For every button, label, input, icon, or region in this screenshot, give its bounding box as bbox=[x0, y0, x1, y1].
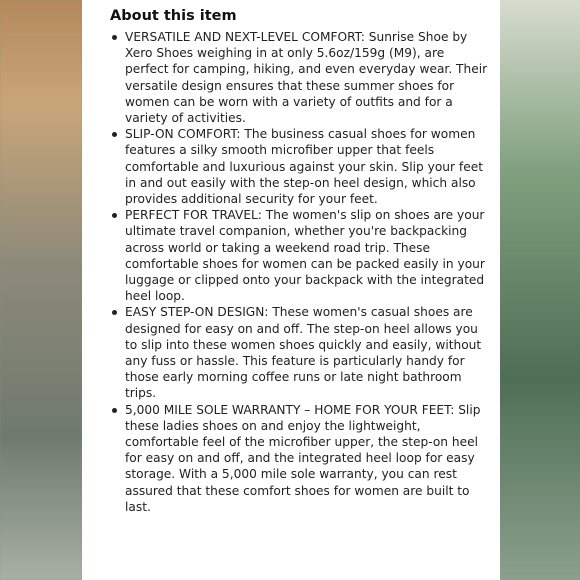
bullet-dot-icon bbox=[112, 408, 117, 413]
background-photo-right bbox=[500, 0, 580, 580]
list-item bbox=[125, 126, 488, 207]
bullet-dot-icon bbox=[112, 35, 117, 40]
bullet-text: VERSATILE AND NEXT-LEVEL COMFORT: Sunrise Shoe by Xero Shoes weighing in at only 5.6oz/159g (M9), are perfect for camping, hiking, and even everyday wear. Their versatile design ensures that these summer shoes for women can be worn with a variety of outfits and for a variety of activities. bbox=[125, 30, 488, 126]
bullet-text: 5,000 MILE SOLE WARRANTY – HOME FOR YOUR FEET: Slip these ladies shoes on and enjoy the lightweight, comfortable feel of the microfiber upper, the step-on heel for easy on and off, and the integrated heel loop for easy storage. With a 5,000 mile sole warranty, you can rest assured that these comfort shoes for women are built to last. bbox=[125, 402, 481, 514]
list-item bbox=[125, 402, 488, 515]
list-item bbox=[125, 29, 488, 126]
about-this-item-panel bbox=[82, 0, 500, 580]
feature-bullet-list bbox=[110, 29, 488, 515]
background-photo-left bbox=[0, 0, 82, 580]
bullet-dot-icon bbox=[112, 310, 117, 315]
bullet-text: EASY STEP-ON DESIGN: These women's casual shoes are designed for easy on and off. The step-on heel allows you to slip into these women shoes quickly and easily, without any fuss or hassle. This feature is particularly handy for those early morning coffee runs or late night bathroom trips. bbox=[125, 305, 482, 401]
bullet-dot-icon bbox=[112, 213, 117, 218]
bullet-dot-icon bbox=[112, 132, 117, 137]
list-item bbox=[125, 304, 488, 401]
bullet-text: PERFECT FOR TRAVEL: The women's slip on shoes are your ultimate travel companion, whether you're backpacking across world or taking a weekend road trip. These comfortable shoes for women can be packed easily in your luggage or clipped onto your backpack with the integrated heel loop. bbox=[125, 208, 485, 304]
bullet-text: SLIP-ON COMFORT: The business casual shoes for women features a silky smooth microfiber upper that feels comfortable and luxurious against your skin. Slip your feet in and out easily with the step-on heel design, which also provides additional security for your feet. bbox=[125, 127, 483, 207]
section-title: About this item bbox=[110, 8, 237, 24]
list-item bbox=[125, 207, 488, 304]
